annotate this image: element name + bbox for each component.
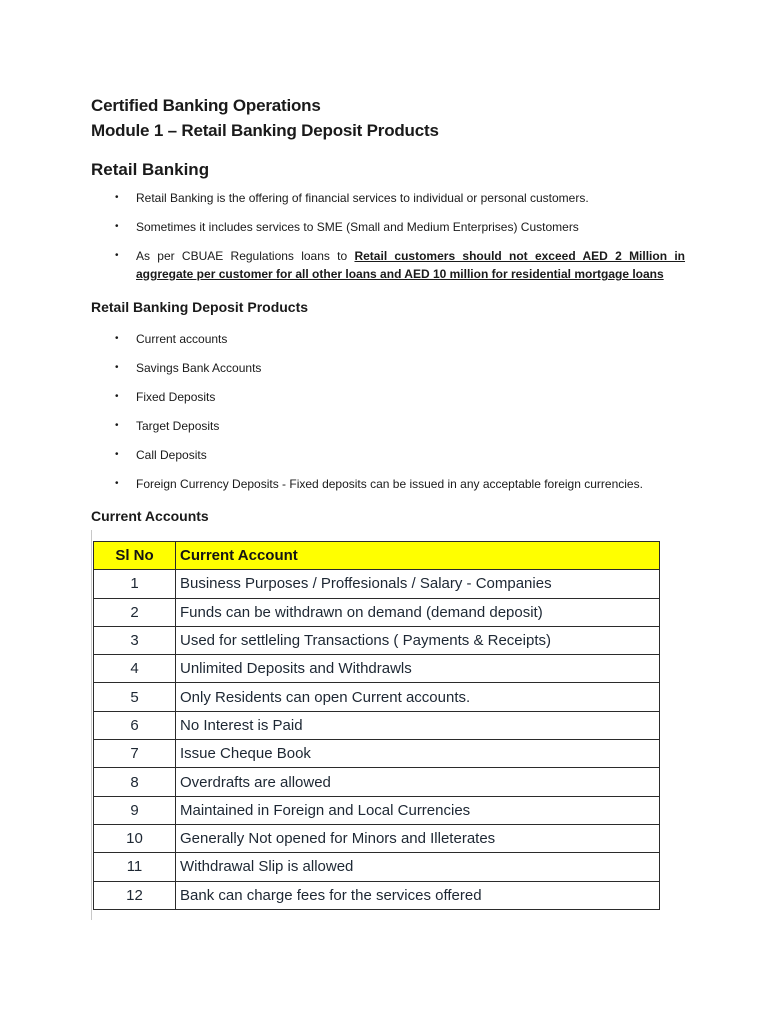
current-accounts-heading: Current Accounts [91, 508, 209, 524]
row-description: Funds can be withdrawn on demand (demand deposit) [176, 598, 660, 626]
row-number: 10 [94, 824, 176, 852]
table-row [94, 570, 660, 598]
row-number: 7 [94, 740, 176, 768]
bullet-icon: • [115, 192, 119, 203]
table-row [94, 598, 660, 626]
deposit-product-item [115, 446, 685, 464]
table-row [94, 796, 660, 824]
row-number: 5 [94, 683, 176, 711]
row-number: 4 [94, 655, 176, 683]
bullet-item [115, 218, 685, 236]
row-description: Bank can charge fees for the services offered [176, 881, 660, 909]
bullet-item [115, 189, 685, 207]
row-description: Generally Not opened for Minors and Illeterates [176, 824, 660, 852]
deposit-product-text: Fixed Deposits [136, 390, 216, 404]
bullet-icon: • [115, 478, 119, 489]
document-title: Certified Banking Operations [91, 96, 321, 115]
deposit-product-text: Current accounts [136, 332, 228, 346]
bullet-text [136, 247, 685, 283]
deposit-product-item [115, 475, 685, 493]
table-row [94, 824, 660, 852]
bullet-item [115, 247, 685, 283]
deposit-product-item [115, 388, 685, 406]
table-row [94, 740, 660, 768]
row-description: Used for settleling Transactions ( Payments & Receipts) [176, 626, 660, 654]
table-row [94, 768, 660, 796]
row-number: 2 [94, 598, 176, 626]
row-number: 11 [94, 853, 176, 881]
table-row [94, 711, 660, 739]
deposit-product-item [115, 330, 685, 348]
row-number: 6 [94, 711, 176, 739]
bullet-icon: • [115, 221, 119, 232]
table-row [94, 626, 660, 654]
deposit-product-text: Target Deposits [136, 419, 220, 433]
retail-banking-heading: Retail Banking [91, 160, 210, 179]
row-number: 1 [94, 570, 176, 598]
deposit-product-text: Call Deposits [136, 448, 207, 462]
table-row [94, 683, 660, 711]
bullet-icon: • [115, 333, 119, 344]
column-header-sl-no: Sl No [94, 542, 176, 570]
sheet-gridline [91, 530, 92, 920]
row-number: 9 [94, 796, 176, 824]
row-number: 8 [94, 768, 176, 796]
module-title: Module 1 – Retail Banking Deposit Products [91, 121, 439, 140]
row-description: Only Residents can open Current accounts. [176, 683, 660, 711]
row-description: Withdrawal Slip is allowed [176, 853, 660, 881]
bullet-icon: • [115, 362, 119, 373]
row-description: Overdrafts are allowed [176, 768, 660, 796]
bullet-text: Retail Banking is the offering of financial services to individual or personal customers. [136, 191, 589, 205]
row-description: Issue Cheque Book [176, 740, 660, 768]
deposit-products-heading: Retail Banking Deposit Products [91, 299, 309, 315]
row-number: 12 [94, 881, 176, 909]
row-number: 3 [94, 626, 176, 654]
row-description: Business Purposes / Proffesionals / Salary - Companies [176, 570, 660, 598]
bullet-icon: • [115, 449, 119, 460]
current-accounts-table-wrap [93, 541, 659, 910]
column-header-current-account: Current Account [176, 542, 660, 570]
table-row [94, 881, 660, 909]
table-row [94, 655, 660, 683]
bullet-text-plain: As per CBUAE Regulations loans to [136, 249, 355, 263]
bullet-icon: • [115, 250, 119, 261]
table-header-row [94, 542, 660, 570]
bullet-icon: • [115, 420, 119, 431]
bullet-text: Sometimes it includes services to SME (Small and Medium Enterprises) Customers [136, 220, 579, 234]
row-description: Unlimited Deposits and Withdrawls [176, 655, 660, 683]
regulation-limit-text: Retail customers should not exceed AED 2 Million in aggregate per customer for all other loans and AED 10 million for residential mortgage loans [136, 249, 686, 281]
deposit-product-item [115, 359, 685, 377]
deposit-product-text: Savings Bank Accounts [136, 361, 262, 375]
deposit-product-text: Foreign Currency Deposits - Fixed deposits can be issued in any acceptable foreign currencies. [136, 477, 643, 491]
current-accounts-table [93, 541, 660, 910]
row-description: Maintained in Foreign and Local Currencies [176, 796, 660, 824]
row-description: No Interest is Paid [176, 711, 660, 739]
deposit-product-item [115, 417, 685, 435]
bullet-icon: • [115, 391, 119, 402]
table-row [94, 853, 660, 881]
